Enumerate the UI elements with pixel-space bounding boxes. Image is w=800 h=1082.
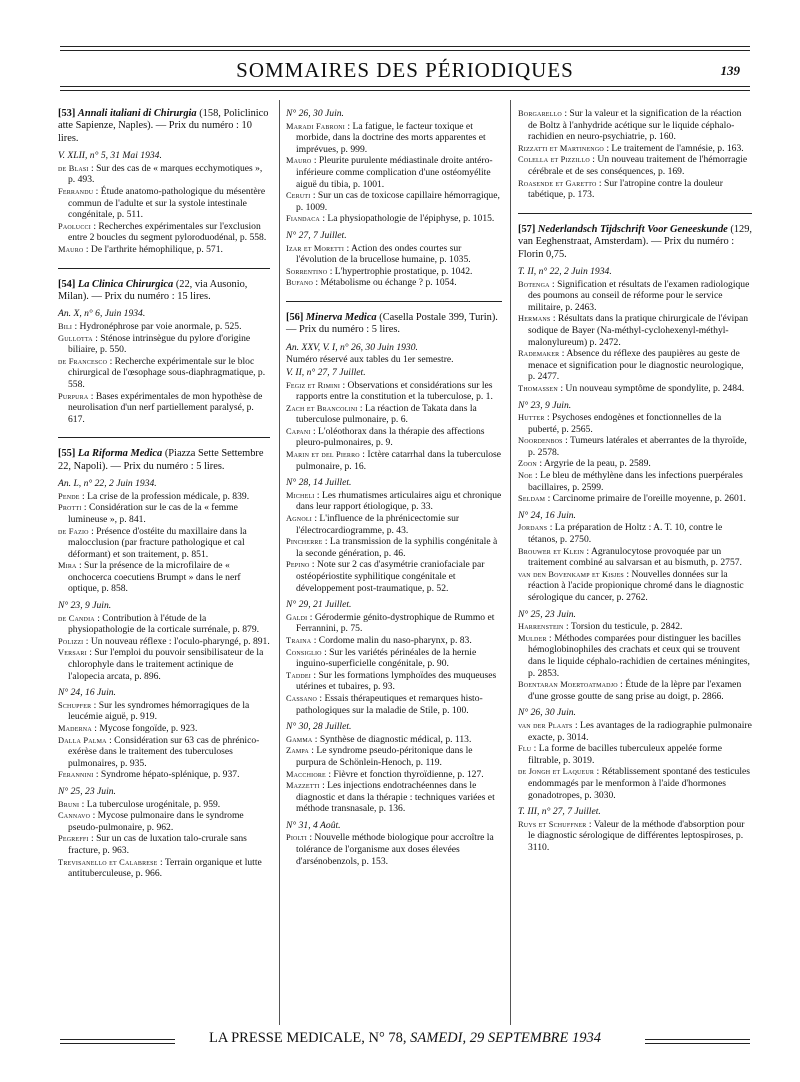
article-entry: Traina : Cordome malin du naso-pharynx, p. 83. <box>286 634 472 646</box>
journal-heading: [57] Nederlandsch Tijdschrift Voor Geneeskunde (129, van Eeghenstraat, Amsterdam). — Prix du numéro : Florin 0,75. <box>518 223 753 260</box>
issue-line: N° 29, 21 Juillet. <box>286 599 352 611</box>
article-entry: Dalla Palma : Considération sur 63 cas de phrénico-exérèse dans le traitement des tuberculoses pulmonaires, p. 935. <box>58 734 260 769</box>
article-entry: de Jongh et Laqueur : Rétablissement spontané des testicules endommagés par le menformon à l'aide d'hormones gonadotropes, p. 3030. <box>518 766 750 801</box>
journal-heading: [56] Minerva Medica (Casella Postale 399, Turin). — Prix du numéro : 5 lires. <box>286 311 498 336</box>
article-entry: Versari : Sur l'emploi du pouvoir sensibilisateur de la chlorophyle dans le traitement actinique de l'alopecia arcata, p. 896. <box>58 647 264 682</box>
footer-rule-left <box>60 1039 175 1044</box>
issue-line: N° 31, 4 Août. <box>286 819 341 831</box>
article-entry: de Candia : Contribution à l'étude de la physiopathologie de la corticale surrénale, p. 879. <box>58 612 260 636</box>
article-entry: de Francesco : Recherche expérimentale sur le bloc chirurgical de l'œsophage sous-diaphragmatique, p. 558. <box>58 355 266 390</box>
issue-line: N° 26, 30 Juin. <box>518 707 576 719</box>
issue-line: N° 30, 28 Juillet. <box>286 721 352 733</box>
article-entry: Botenga : Signification et résultats de l'examen radiologique des poumons au conseil de réforme pour le service militaire, p. 2463. <box>518 278 750 313</box>
issue-line: N° 26, 30 Juin. <box>286 108 344 119</box>
article-entry: Purpura : Bases expérimentales de mon hypothèse de neurolisation d'un nerf partiellement paralysé, p. 617. <box>58 390 263 425</box>
article-entry: Borgarello : Sur la valeur et la signification de la réaction de Boltz à l'anhydride acétique sur le liquide céphalo-rachidien en neuro-psychiatrie, p. 160. <box>518 108 742 143</box>
footer-date: SAMEDI, 29 SEPTEMBRE 1934 <box>410 1030 602 1046</box>
article-entry: Hutter : Psychoses endogènes et fonctionnelles de la puberté, p. 2565. <box>518 412 722 435</box>
page-footer <box>60 1030 750 1047</box>
article-entry: Trevisanello et Calabrese : Terrain organique et lutte antituberculeuse, p. 966. <box>58 856 262 880</box>
article-entry: Harrenstein : Torsion du testicule, p. 2842. <box>518 621 683 633</box>
article-entry: Roasende et Garetto : Sur l'atropine contre la douleur tabétique, p. 173. <box>518 177 723 201</box>
article-entry: Jordans : La préparation de Holtz : A. T. 10, contre le tétanos, p. 2750. <box>518 522 723 546</box>
issue-line: An. X, n° 6, Juin 1934. <box>58 308 146 320</box>
issue-line: T. II, n° 22, 2 Juin 1934. <box>518 265 612 277</box>
title-rule-thin <box>60 90 750 91</box>
article-entry: Fiandaca : La physiopathologie de l'épiphyse, p. 1015. <box>286 213 495 225</box>
article-entry: Mauro : Pleurite purulente médiastinale droite antéro-inférieure comme complication d'une ostéomyélite aiguë du tibia, p. 1001. <box>286 155 493 190</box>
article-entry: van der Plaats : Les avantages de la radiographie pulmonaire exacte, p. 3014. <box>518 719 752 743</box>
title-rule <box>60 86 750 87</box>
footer-journal: LA PRESSE MEDICALE, N° 78, <box>208 1030 407 1046</box>
section-rule <box>286 301 502 302</box>
article-entry: Zach et Brancolini : La réaction de Takata dans la tuberculose pulmonaire, p. 6. <box>286 402 477 426</box>
article-entry: Consiglio : Sur les variétés périnéales de la hernie inguino-superficielle congénitale, p. 90. <box>286 646 477 670</box>
article-entry: Zoon : Argyrie de la peau, p. 2589. <box>518 458 651 470</box>
issue-line: N° 24, 16 Juin. <box>58 687 116 699</box>
article-entry: Hermans : Résultats dans la pratique chirurgicale de l'évipan sodique de Bayer (Na-méthyl-cyclohexenyl-méthyl-malonylureum) p. 2472. <box>518 313 749 348</box>
article-entry: Boentaran Moertoatmadjo : Étude de la lèpre par l'examen d'une grosse goutte de sang prise au doigt, p. 2866. <box>518 679 742 702</box>
footer-rule-right <box>645 1039 750 1044</box>
issue-line: N° 24, 16 Juin. <box>518 509 576 521</box>
issue-line: N° 25, 23 Juin. <box>518 608 576 620</box>
note-line: Numéro réservé aux tables du 1er semestre. <box>286 354 454 366</box>
section-rule <box>518 213 752 214</box>
article-entry: Brouwer et Klein : Agranulocytose provoquée par un traitement combiné au salvarsan et au bismuth, p. 2757. <box>518 545 742 569</box>
article-entry: Polizzi : Un nouveau réflexe : l'oculo-pharyngé, p. 891. <box>58 635 270 647</box>
article-entry: Ferrandu : Étude anatomo-pathologique du mésentère commun de l'adulte et sur la systole intestinale congénitale, p. 511. <box>58 186 266 221</box>
article-entry: Ferannini : Syndrome hépato-splénique, p. 937. <box>58 769 240 781</box>
article-entry: Marin et del Pierro : Ictère catarrhal dans la tuberculose pulmonaire, p. 16. <box>286 449 502 472</box>
article-entry: Ceruti : Sur un cas de toxicose capillaire hémorragique, p. 1009. <box>286 190 500 213</box>
article-entry: Ruys et Schuffner : Valeur de la méthode d'absorption pour le diagnostic sérologique de différentes leptospiroses, p. 3110. <box>518 818 745 853</box>
article-entry: Micheli : Les rhumatismes articulaires aigu et chronique dans leur rapport étiologique, p. 33. <box>286 489 502 513</box>
article-entry: Colella et Pizzillo : Un nouveau traitement de l'hémorragie cérébrale et de ses conséquences, p. 169. <box>518 154 748 177</box>
section-rule <box>58 437 270 438</box>
article-entry: Galdi : Gérodermie génito-dystrophique de Rummo et Ferrannini, p. 75. <box>286 611 495 635</box>
column-divider <box>510 100 511 1025</box>
article-entry: de Blasi : Sur des cas de « marques ecchymotiques », p. 493. <box>58 162 263 186</box>
article-entry: Pincherre : La transmission de la syphilis congénitale à la seconde génération, p. 46. <box>286 536 498 559</box>
article-entry: Schupfer : Sur les syndromes hémorragiques de la leucémie aiguë, p. 919. <box>58 699 250 723</box>
article-entry: van den Bovenkamp et Kisjes : Nouvelles données sur la réaction à l'acide propionique chromé dans le diagnostic sérologique du cancer, p. 2762. <box>518 568 744 603</box>
page-number: 139 <box>720 63 740 78</box>
issue-line: N° 23, 9 Juin. <box>58 600 112 612</box>
column-left <box>58 108 270 880</box>
article-entry: Taddei : Sur les formations lymphoïdes des muqueuses utérines et tubaires, p. 93. <box>286 669 497 693</box>
issue-line: N° 23, 9 Juin. <box>518 399 572 411</box>
journal-heading: [53] Annali italiani di Chirurgia (158, Policlinico atte Sapienze, Naples). — Prix du numéro : 10 lires. <box>58 108 269 144</box>
article-entry: Macchiore : Fièvre et fonction thyroïdienne, p. 127. <box>286 768 484 780</box>
issue-line: V. II, n° 27, 7 Juillet. <box>286 366 366 378</box>
article-entry: Rademaker : Absence du réflexe des paupières au geste de menace et signification pour le diagnostic neurologique, p. 2477. <box>518 348 744 383</box>
issue-line: An. L, n° 22, 2 Juin 1934. <box>58 478 157 490</box>
section-rule <box>58 268 270 269</box>
article-entry: Pegreffi : Sur un cas de luxation talo-crurale sans fracture, p. 963. <box>58 833 247 856</box>
article-entry: Protti : Considération sur le cas de la « femme lumineuse », p. 841. <box>58 502 238 525</box>
article-entry: Sorrentino : L'hypertrophie prostatique, p. 1042. <box>286 265 473 277</box>
article-entry: Thomassen : Un nouveau symptôme de spondylite, p. 2484. <box>518 382 745 394</box>
article-entry: Fegiz et Rimini : Observations et considérations sur les rapports entre la constitution et la tuberculose, p. 1. <box>286 379 493 403</box>
article-entry: Mazzetti : Les injections endotrachéennes dans le diagnostic et dans la thérapie : techniques variées et méthode transnasale, p. 136. <box>286 780 495 815</box>
page-title: SOMMAIRES DES PÉRIODIQUES <box>236 58 574 82</box>
issue-line: An. XXV, V. I, n° 26, 30 Juin 1930. <box>286 341 418 353</box>
article-entry: Noordenbos : Tumeurs latérales et aberrantes de la thyroïde, p. 2578. <box>518 435 747 458</box>
article-entry: Maderna : Mycose fongoïde, p. 923. <box>58 723 198 734</box>
article-entry: Paolucci : Recherches expérimentales sur l'exclusion entre 2 boucles du segment pyloroduodénal, p. 558. <box>58 220 267 244</box>
article-entry: Gullotta : Sténose intrinsègue du pylore d'origine biliaire, p. 550. <box>58 332 251 356</box>
article-entry: Gamma : Synthèse de diagnostic médical, p. 113. <box>286 733 472 745</box>
article-entry: Bruni : La tuberculose urogénitale, p. 959. <box>58 798 221 810</box>
article-entry: Rizzatti et Martinengo : Le traitement de l'amnésie, p. 163. <box>518 142 744 154</box>
article-entry: Bufano : Métabolisme ou échange ? p. 1054. <box>286 277 457 289</box>
article-entry: Zampa : Le syndrome pseudo-péritonique dans le purpura de Schönlein-Henoch, p. 119. <box>286 745 473 768</box>
issue-line: T. III, n° 27, 7 Juillet. <box>518 806 601 818</box>
article-entry: Izar et Moretti : Action des ondes courtes sur l'évolution de la brucellose humaine, p. 1035. <box>286 242 471 266</box>
article-entry: Bili : Hydronéphrose par voie anormale, p. 525. <box>58 320 242 332</box>
article-entry: Seldam : Carcinome primaire de l'oreille moyenne, p. 2601. <box>518 493 746 505</box>
article-entry: de Fazio : Présence d'ostéite du maxillaire dans la malocclusion (par fracture pathologique et cal déformant) et son traitement, p. 851. <box>58 525 247 560</box>
article-entry: Pende : La crise de la profession médicale, p. 839. <box>58 490 250 502</box>
column-right <box>518 108 752 853</box>
column-middle <box>286 108 502 867</box>
article-entry: Pepino : Note sur 2 cas d'asymétrie craniofaciale par ostéopériostite syphilitique congénitale et développement post-traumatique, p. 52. <box>286 559 485 594</box>
issue-line: V. XLII, n° 5, 31 Mai 1934. <box>58 150 162 162</box>
issue-line: N° 27, 7 Juillet. <box>286 229 347 241</box>
issue-line: N° 25, 23 Juin. <box>58 785 116 797</box>
article-entry: Flu : La forme de bacilles tuberculeux appelée forme filtrable, p. 3019. <box>518 743 722 766</box>
article-entry: Capani : L'oléothorax dans la thérapie des affections pleuro-pulmonaires, p. 9. <box>286 425 485 449</box>
article-entry: Cassano : Essais thérapeutiques et remarques histo-pathologiques sur la maladie de Stile, p. 100. <box>286 692 483 716</box>
article-entry: Noe : Le bleu de méthylène dans les infections puerpérales bacillaires, p. 2599. <box>518 470 743 493</box>
column-divider <box>279 100 280 1025</box>
article-entry: Mulder : Méthodes comparées pour distinguer les bacilles hémoglobinophiles des crachats et ceux qui se trouvent dans le liquide céphalo-rachidien de certaines méningites, p. 2853. <box>518 632 750 679</box>
article-entry: Piolti : Nouvelle méthode biologique pour accroître la tolérance de l'organisme aux doses élevées d'arsénobenzols, p. 153. <box>286 832 494 867</box>
issue-line: N° 28, 14 Juillet. <box>286 477 352 489</box>
journal-heading: [55] La Riforma Medica (Piazza Sette Settembre 22, Napoli). — Prix du numéro : 5 lires. <box>58 448 264 472</box>
journal-heading: [54] La Clinica Chirurgica (22, via Ausonio, Milan). — Prix du numéro : 15 lires. <box>58 278 248 302</box>
article-entry: Agnoli : L'influence de la phrénicectomie sur l'électrocardiogramme, p. 43. <box>286 513 460 536</box>
article-entry: Mira : Sur la présence de la microfilaire de « onchocerca coecutiens Brumpt » dans le nerf optique, p. 858. <box>58 560 241 595</box>
article-entry: Cannavo : Mycose pulmonaire dans le syndrome pseudo-pulmonaire, p. 962. <box>58 810 244 833</box>
top-double-rule <box>60 46 750 51</box>
article-entry: Maradi Fabroni : La fatigue, le facteur toxique et morbide, dans la doctrine des morts apparentes et imprévues, p. 999. <box>286 120 486 155</box>
article-entry: Mauro : De l'arthrite hémophilique, p. 571. <box>58 243 223 255</box>
